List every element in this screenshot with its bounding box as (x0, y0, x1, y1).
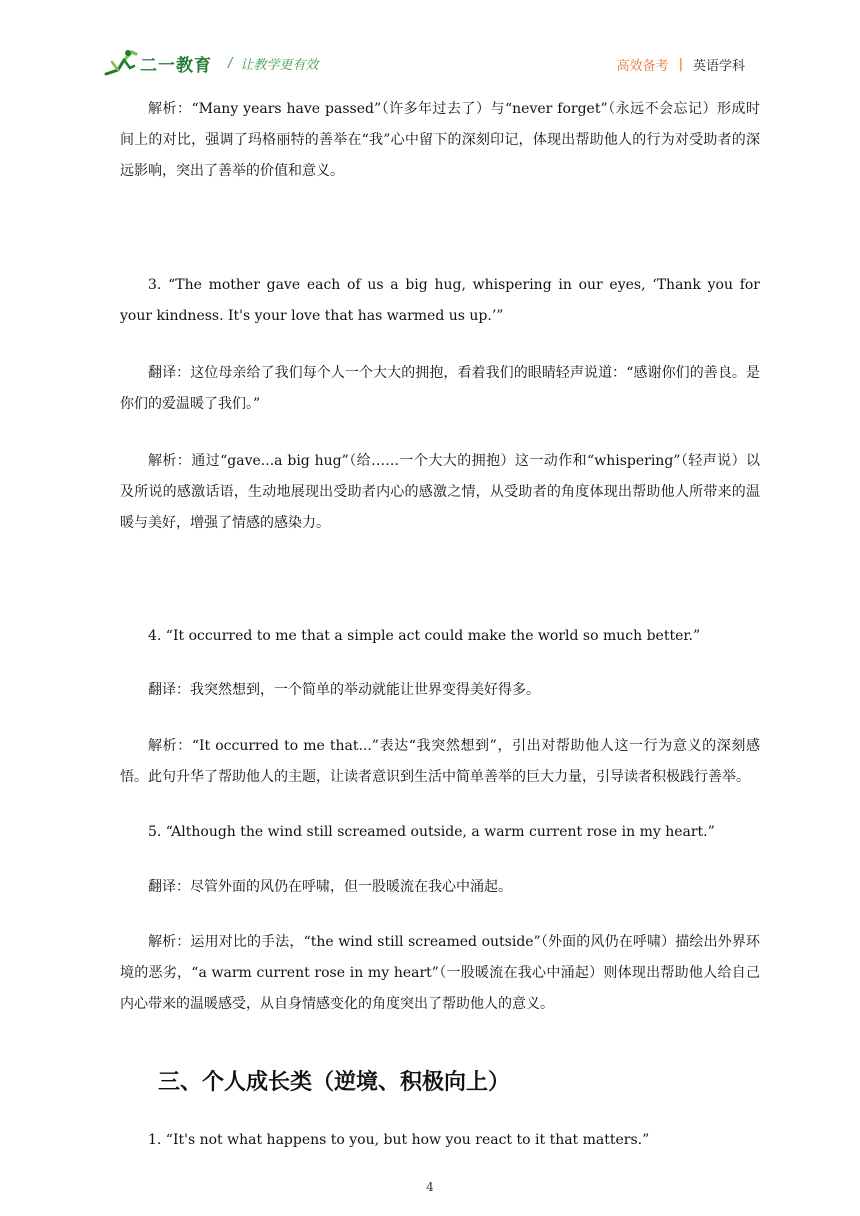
paragraph-translation-3: 翻译：这位母亲给了我们每个人一个大大的拥抱，看着我们的眼睛轻声说道：“感谢你们的善良。是你们的爱温暖了我们。” (120, 365, 760, 412)
paragraph-translation-5: 翻译：尽管外面的风仍在呼啸，但一股暖流在我心中涌起。 (148, 879, 512, 895)
page-header (0, 0, 860, 90)
section-heading: 三、个人成长类（逆境、积极向上） (158, 1070, 511, 1095)
header-tag-subject: 英语学科 (692, 59, 745, 74)
paragraph-analysis-2: 解析：“Many years have passed”（许多年过去了）与“never forget”（永远不会忘记）形成时间上的对比，强调了玛格丽特的善举在“我”心中留下的深刻印记，体现出帮助他人的行为对受助者的深远影响，突出了善举的价值和意义。 (120, 101, 760, 179)
header-tag-exam: 高效备考 (616, 59, 669, 74)
paragraph-analysis-5: 解析：运用对比的手法，“the wind still screamed outside”（外面的风仍在呼啸）描绘出外界环境的恶劣，“a warm current rose in my heart”（一股暖流在我心中涌起）则体现出帮助他人给自己内心带来的温暖感受，从自身情感变化的角度突出了帮助他人的意义。 (120, 934, 760, 1012)
paragraph-example-4: 4. “It occurred to me that a simple act could make the world so much better.” (148, 628, 701, 644)
paragraph-analysis-3: 解析：通过“gave...a big hug”（给……一个大大的拥抱）这一动作和“whispering”（轻声说）以及所说的感激话语，生动地展现出受助者内心的感激之情，从受助者的角度体现出帮助他人所带来的温暖与美好，增强了情感的感染力。 (120, 453, 760, 531)
header-subject (617, 55, 745, 74)
paragraph-analysis-4: 解析：“It occurred to me that...”表达“我突然想到”，引出对帮助他人这一行为意义的深刻感悟。此句升华了帮助他人的主题，让读者意识到生活中简单善举的巨大力量，引导读者积极践行善举。 (120, 738, 760, 785)
paragraph-example-3: 3. “The mother gave each of us a big hug, whispering in our eyes, ‘Thank you for your kindness. It's your love that has warmed us up.’” (120, 277, 760, 324)
runner-logo-icon (104, 48, 138, 78)
page-number: 4 (426, 1180, 434, 1194)
paragraph-translation-4: 翻译：我突然想到，一个简单的举动就能让世界变得美好得多。 (148, 682, 540, 698)
slogan: 让教学更有效 (240, 57, 319, 73)
paragraph-growth-1: 1. “It's not what happens to you, but how you react to it that matters.” (148, 1132, 650, 1148)
brand-logo[interactable] (104, 48, 318, 78)
header-divider: | (678, 57, 683, 72)
brand-name: 二一教育 (140, 55, 212, 76)
paragraph-example-5: 5. “Although the wind still screamed outside, a warm current rose in my heart.” (148, 824, 715, 840)
slogan-separator: / (228, 55, 233, 71)
